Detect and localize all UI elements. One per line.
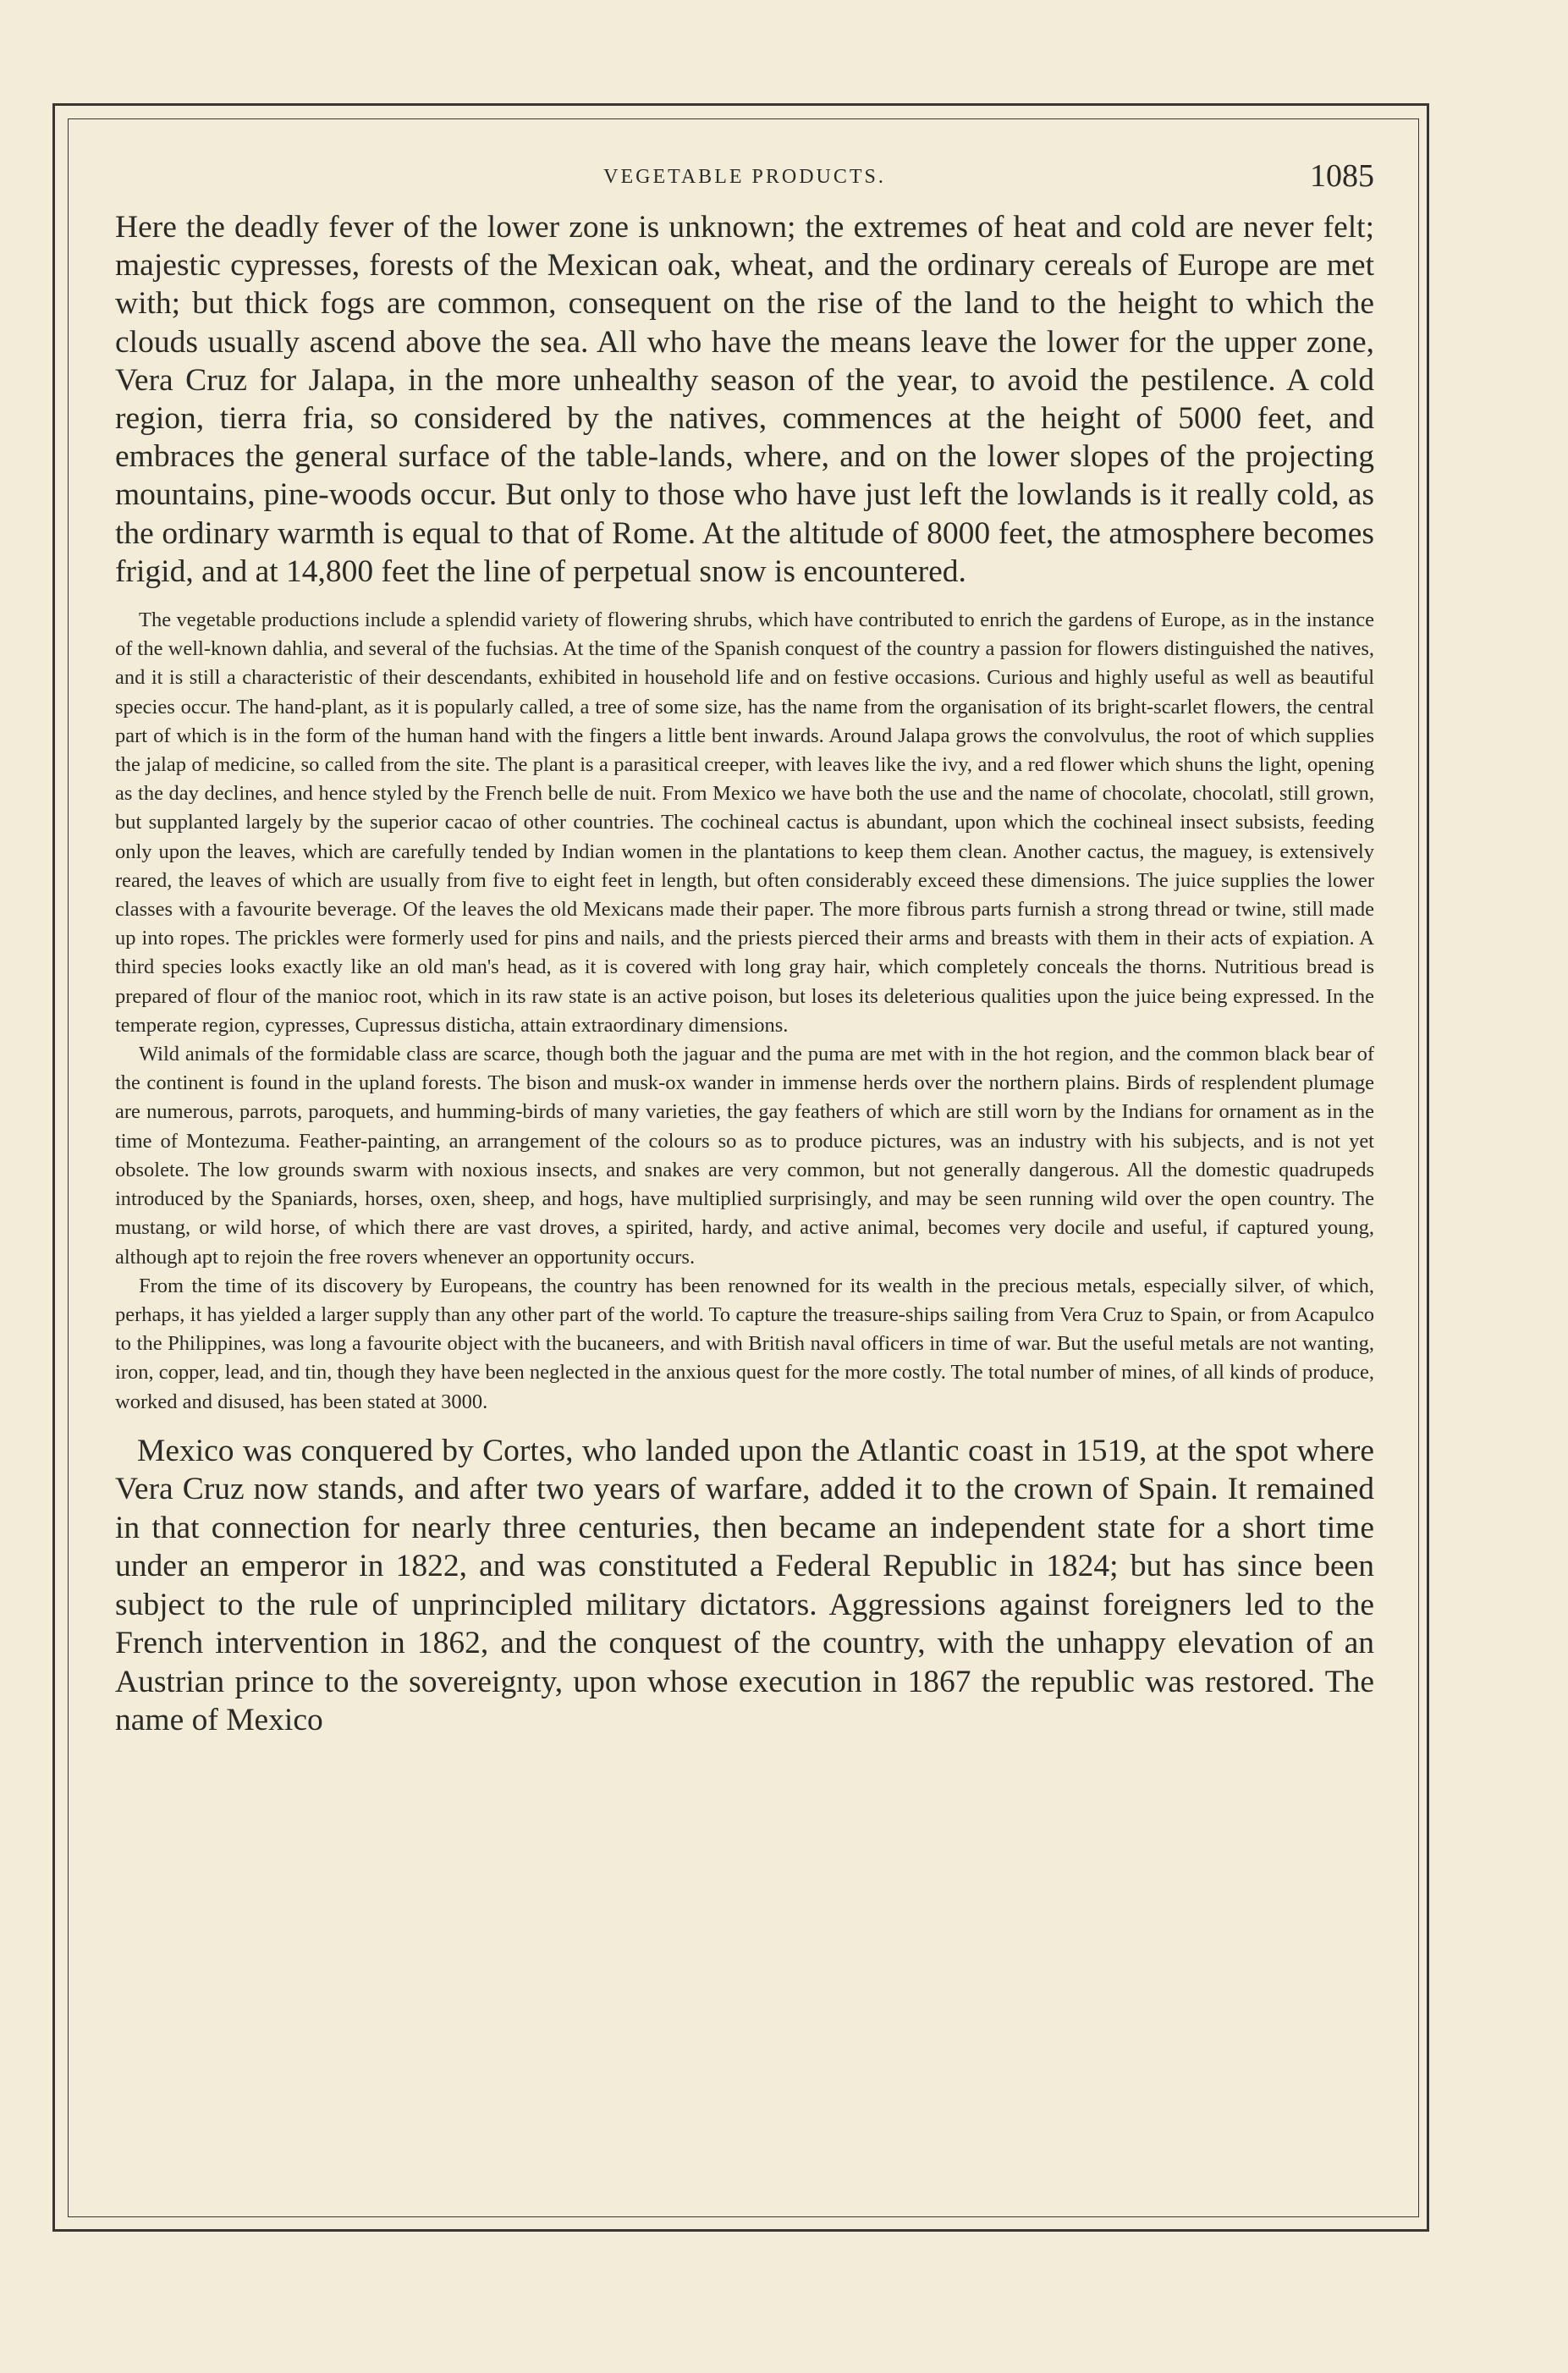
paragraph-history: Mexico was conquered by Cortes, who landed upon the Atlantic coast in 1519, at the spot where Vera Cruz now stands, and after two years of warfare, added it to the crown of Spain. It remained in that connection for nearly three centuries, then became an independent state for a short time under an emperor in 1822, and was constituted a Federal Republic in 1824; but has since been subject to the rule of unprincipled military dictators. Aggressions against foreigners led to the French intervention in 1862, and the conquest of the country, with the unhappy elevation of an Austrian prince to the sovereignty, upon whose execution in 1867 the republic was restored. The name of Mexico: [115, 1433, 1374, 1738]
page-number: 1085: [1310, 158, 1374, 194]
paragraph-vegetable-productions: The vegetable productions include a splendid variety of flowering shrubs, which have contributed to enrich the gardens of Europe, as in the instance of the well-known dahlia, and several of the fuchsias. At the time of the Spanish conquest of the country a passion for flowers distinguished the natives, and it is still a characteristic of their descendants, exhibited in household life and on festive occasions. Curious and highly useful as well as beautiful species occur. The hand-plant, as it is popularly called, a tree of some size, has the name from the organisation of its bright-scarlet flowers, the central part of which is in the form of the human hand with the fingers a little bent inwards. Around Jalapa grows the convolvulus, the root of which supplies the jalap of medicine, so called from the site. The plant is a parasitical creeper, with leaves like the ivy, and a red flower which shuns the light, opening as the day declines, and hence styled by the French belle de nuit. From Mexico we have both the use and the name of chocolate, chocolatl, still grown, but supplanted largely by the superior cacao of other countries. The cochineal cactus is abundant, upon which the cochineal insect subsists, feeding only upon the leaves, which are carefully tended by Indian women in the plantations to keep them clean. Another cactus, the maguey, is extensively reared, the leaves of which are usually from five to eight feet in length, but often considerably exceed these dimensions. The juice supplies the lower classes with a favourite beverage. Of the leaves the old Mexicans made their paper. The more fibrous parts furnish a strong thread or twine, still made up into ropes. The prickles were formerly used for pins and nails, and the priests pierced their arms and breasts with them in their acts of expiation. A third species looks exactly like an old man's head, as it is covered with long gray hair, which completely conceals the thorns. Nutritious bread is prepared of flour of the manioc root, which in its raw state is an active poison, but loses its deleterious qualities upon the juice being expressed. In the temperate region, cypresses, Cupressus disticha, attain extraordinary dimensions.: [115, 608, 1374, 1037]
small-print-block: [115, 606, 1374, 1417]
paragraph-climate: Here the deadly fever of the lower zone is unknown; the extremes of heat and cold are never felt; majestic cypresses, forests of the Mexican oak, wheat, and the ordinary cereals of Europe are met with; but thick fogs are common, consequent on the rise of the land to the height to which the clouds usually ascend above the sea. All who have the means leave the lower for the upper zone, Vera Cruz for Jalapa, in the more unhealthy season of the year, to avoid the pestilence. A cold region, tierra fria, so considered by the natives, commences at the height of 5000 feet, and embraces the general surface of the table-lands, where, and on the lower slopes of the projecting mountains, pine-woods occur. But only to those who have just left the lowlands is it really cold, as the ordinary warmth is equal to that of Rome. At the altitude of 8000 feet, the atmosphere becomes frigid, and at 14,800 feet the line of perpetual snow is encountered.: [115, 210, 1374, 589]
paragraph-precious-metals: From the time of its discovery by Europeans, the country has been renowned for its wealth in the precious metals, especially silver, of which, perhaps, it has yielded a larger supply than any other part of the world. To capture the treasure-ships sailing from Vera Cruz to Spain, or from Acapulco to the Philippines, was long a favourite object with the bucaneers, and with British naval officers in time of war. But the useful metals are not wanting, iron, copper, lead, and tin, though they have been neglected in the anxious quest for the more costly. The total number of mines, of all kinds of produce, worked and disused, has been stated at 3000.: [115, 1274, 1374, 1413]
page-header: [115, 159, 1374, 201]
paragraph-wild-animals: Wild animals of the formidable class are scarce, though both the jaguar and the puma are met with in the hot region, and the common black bear of the continent is found in the upland forests. The bison and musk-ox wander in immense herds over the northern plains. Birds of resplendent plumage are numerous, parrots, paroquets, and humming-birds of many varieties, the gay feathers of which are still worn by the Indians for ornament as in the time of Montezuma. Feather-painting, an arrangement of the colours so as to produce pictures, was an industry with his subjects, and is not yet obsolete. The low grounds swarm with noxious insects, and snakes are very common, but not generally dangerous. All the domestic quadrupeds introduced by the Spaniards, horses, oxen, sheep, and hogs, have multiplied surprisingly, and may be seen running wild over the open country. The mustang, or wild horse, of which there are vast droves, a spirited, hardy, and active animal, becomes very docile and useful, if captured young, although apt to rejoin the free rovers whenever an opportunity occurs.: [115, 1043, 1374, 1269]
running-title: VEGETABLE PRODUCTS.: [603, 166, 886, 188]
page-body: [115, 159, 1374, 1740]
